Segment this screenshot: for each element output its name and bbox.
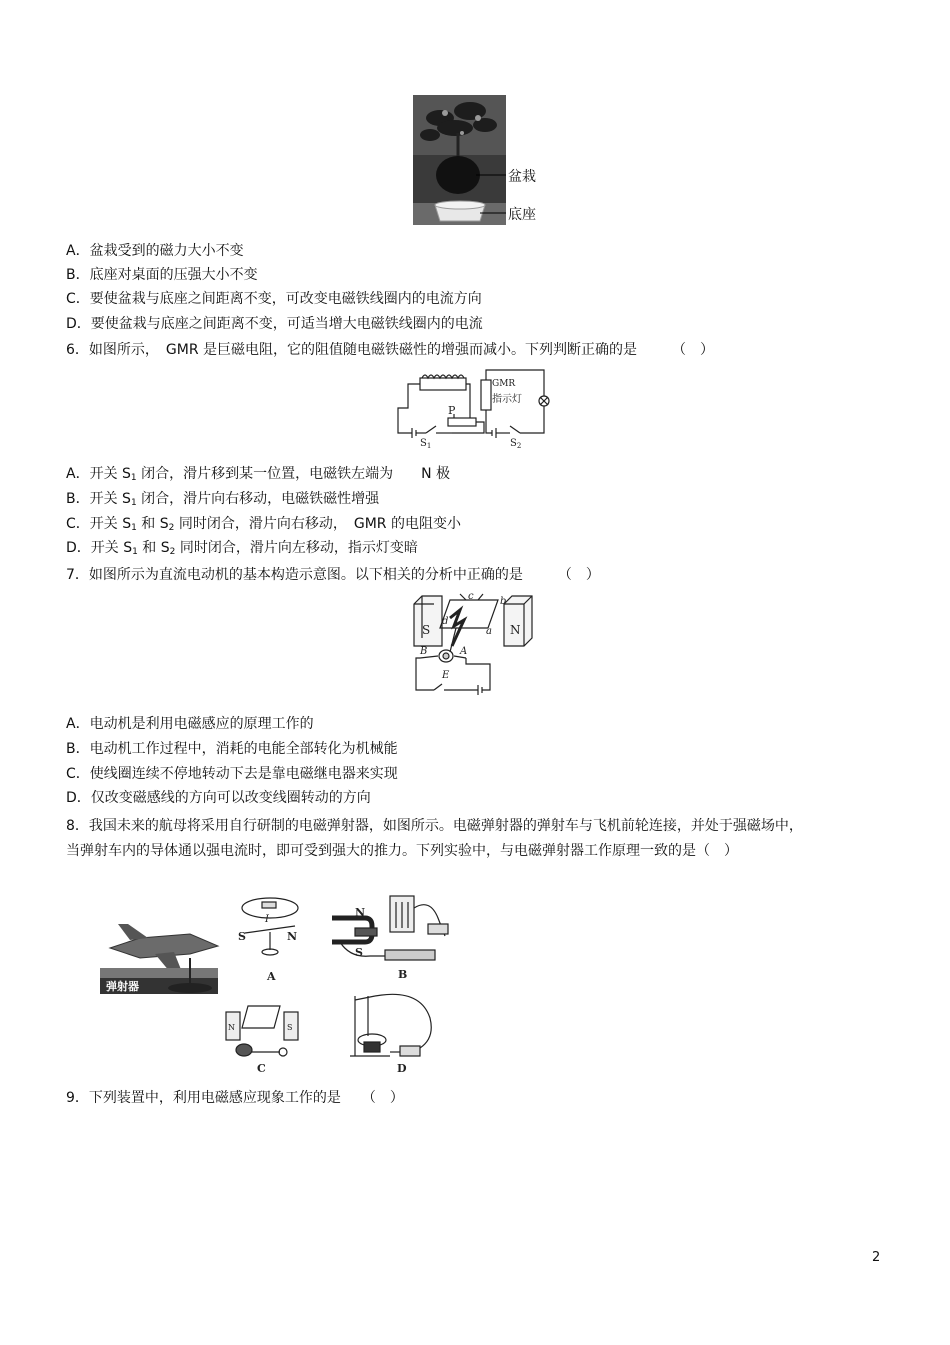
q6-option-c-post: 同时闭合，滑片向右移动， GMR 的电阻变小 bbox=[174, 516, 461, 532]
q5-option-d: D．要使盆栽与底座之间距离不变，可适当增大电磁铁线圈内的电流 bbox=[66, 316, 483, 332]
q8-label-a: A bbox=[267, 970, 276, 983]
q8-label-catapult: 弹射器 bbox=[106, 980, 139, 993]
q6-option-a-pre: A．开关 S bbox=[66, 466, 131, 482]
q6-option-c-sub: 1 bbox=[131, 523, 137, 533]
q6-option-d-pre: D．开关 S bbox=[66, 540, 133, 556]
svg-text:S2 bbox=[510, 438, 521, 450]
q7-option-c: C．使线圈连续不停地转动下去是靠电磁继电器来实现 bbox=[66, 766, 398, 782]
q7-stem: 7．如图所示为直流电动机的基本构造示意图。以下相关的分析中正确的是 （ ） bbox=[66, 567, 600, 583]
q6-label-lamp: 指示灯 bbox=[492, 394, 522, 405]
q6-label-p: P bbox=[448, 404, 456, 417]
q8-b-label-n: N bbox=[355, 906, 366, 919]
q6-option-c bbox=[66, 514, 461, 538]
q8-a-label-n: N bbox=[287, 930, 298, 943]
q7-label-d: d bbox=[442, 616, 449, 627]
q5-option-b: B．底座对桌面的压强大小不变 bbox=[66, 267, 258, 283]
q6-option-a bbox=[66, 464, 450, 488]
q6-stem: 6．如图所示， GMR 是巨磁电阻，它的阻值随电磁铁磁性的增强而减小。下列判断正确的是 （ ） bbox=[66, 342, 715, 358]
q8-label-d: D bbox=[397, 1062, 407, 1075]
q8-a-label-s: S bbox=[238, 930, 246, 943]
q5-option-a: A．盆栽受到的磁力大小不变 bbox=[66, 243, 244, 259]
q8-b-label-s: S bbox=[355, 946, 363, 959]
q6-label-s1: S bbox=[420, 438, 427, 449]
q6-label-s2-sub: 2 bbox=[516, 442, 522, 450]
q6-option-d-mid: 和 S bbox=[137, 540, 170, 556]
q7-label-E: E bbox=[442, 670, 450, 681]
q5-option-c: C．要使盆栽与底座之间距离不变，可改变电磁铁线圈内的电流方向 bbox=[66, 291, 482, 307]
q8-figure bbox=[100, 888, 455, 1078]
q8-c-label-s: S bbox=[287, 1023, 293, 1032]
q7-motor-figure bbox=[408, 590, 538, 698]
q6-option-d-sub: 1 bbox=[132, 547, 138, 557]
q7-option-a: A．电动机是利用电磁感应的原理工作的 bbox=[66, 716, 314, 732]
q6-option-b-sub: 1 bbox=[130, 498, 137, 508]
q8-stem: 8．我国未来的航母将采用自行研制的电磁弹射器，如图所示。电磁弹射器的弹射车与飞机前轮连接，并处于强磁场中，当弹射车内的导体通以强电流时，即可受到强大的推力。下列实验中，与电磁弹射器工作原理一致的是（ ） bbox=[66, 818, 803, 859]
q8-label-b: B bbox=[398, 968, 408, 981]
q7-label-n: N bbox=[510, 623, 521, 637]
page-number: 2 bbox=[872, 1250, 881, 1265]
q6-option-d bbox=[66, 538, 418, 562]
q6-option-b bbox=[66, 489, 379, 513]
bonsai-figure bbox=[410, 93, 550, 229]
q7-label-s: S bbox=[422, 623, 431, 637]
q8-label-c: C bbox=[257, 1062, 266, 1075]
q6-option-c-pre: C．开关 S bbox=[66, 516, 132, 532]
q6-option-a-post: 闭合，滑片移到某一位置，电磁铁左端为 N 极 bbox=[136, 466, 451, 482]
q6-circuit-figure bbox=[392, 366, 552, 452]
bonsai-label-base: 底座 bbox=[508, 207, 536, 223]
q7-label-c: c bbox=[468, 591, 474, 602]
bonsai-label-pot: 盆栽 bbox=[508, 169, 536, 185]
q7-option-b: B．电动机工作过程中，消耗的电能全部转化为机械能 bbox=[66, 741, 398, 757]
q6-option-b-pre: B．开关 S bbox=[66, 491, 131, 507]
q7-option-d: D．仅改变磁感线的方向可以改变线圈转动的方向 bbox=[66, 790, 371, 806]
q7-label-A: A bbox=[460, 646, 468, 657]
q6-option-c-mid: 和 S bbox=[136, 516, 169, 532]
q9-stem: 9．下列装置中，利用电磁感应现象工作的是 （ ） bbox=[66, 1090, 404, 1106]
q6-option-d-sub2: 2 bbox=[169, 547, 176, 557]
q7-label-B: B bbox=[420, 646, 428, 657]
q6-label-s1-sub: 1 bbox=[426, 442, 432, 450]
q6-label-gmr: GMR bbox=[492, 379, 516, 389]
q6-label-s2: S bbox=[510, 438, 517, 449]
q7-label-a: a bbox=[486, 626, 492, 637]
svg-text:S1 bbox=[420, 438, 431, 450]
q8-label-i: I bbox=[265, 914, 269, 925]
q8-c-label-n: N bbox=[228, 1023, 235, 1032]
q7-label-b: b bbox=[500, 596, 507, 607]
q6-option-a-sub: 1 bbox=[130, 473, 137, 483]
q6-option-b-post: 闭合，滑片向右移动，电磁铁磁性增强 bbox=[136, 491, 380, 507]
q6-option-c-sub2: 2 bbox=[168, 523, 175, 533]
q6-option-d-post: 同时闭合，滑片向左移动，指示灯变暗 bbox=[175, 540, 418, 556]
